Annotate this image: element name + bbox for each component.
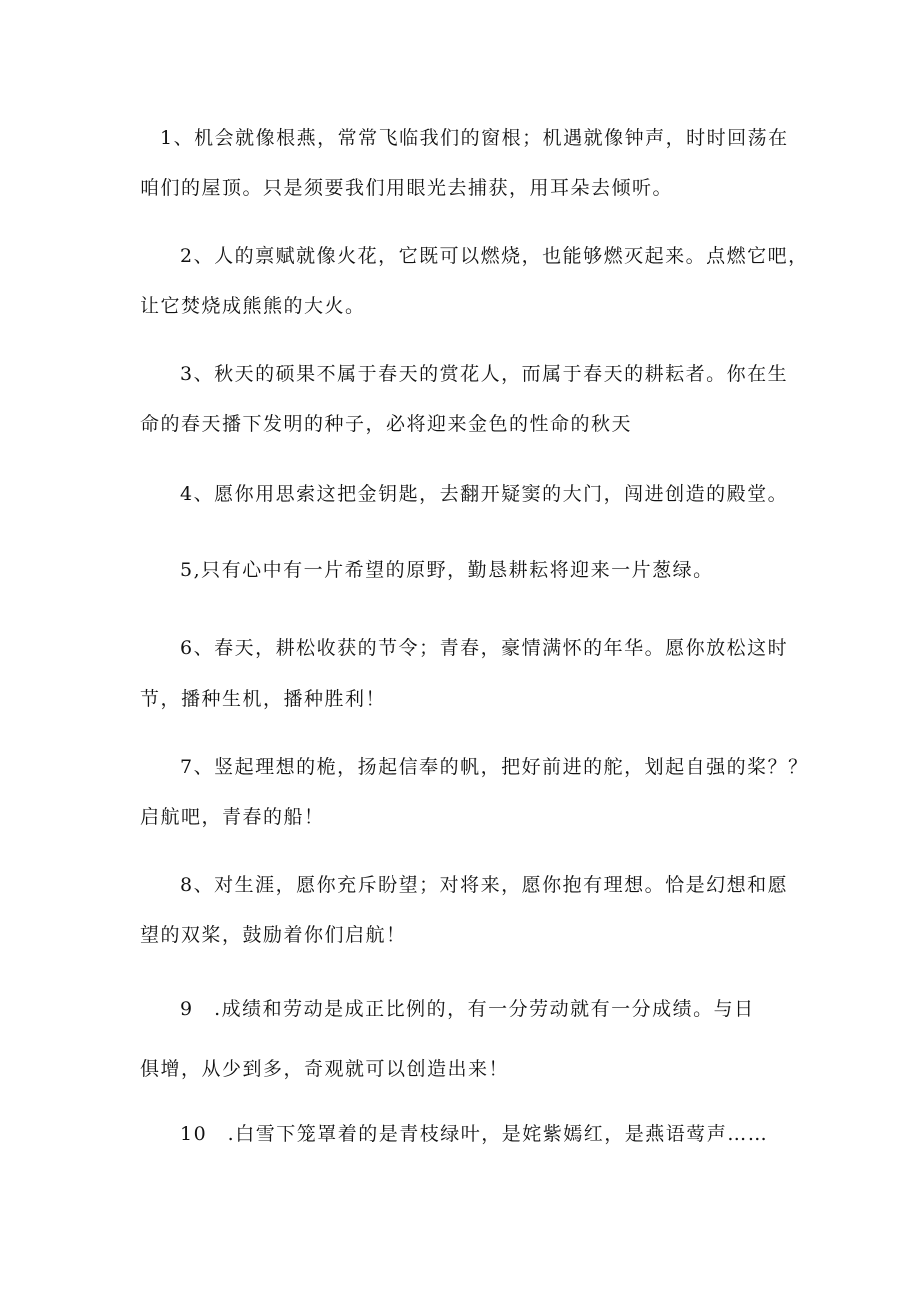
paragraph-6-line-1: 6、春天，耕松收获的节令；青春，豪情满怀的年华。愿你放松这时 (180, 637, 789, 659)
paragraph-9-line-2: 俱增，从少到多，奇观就可以创造出来！ (140, 1058, 510, 1080)
paragraph-2-line-2: 让它焚烧成熊熊的大火。 (140, 295, 366, 317)
paragraph-6-line-2: 节，播种生机，播种胜利！ (140, 688, 387, 710)
paragraph-3-line-1: 3、秋天的硕果不属于春天的赏花人，而属于春天的耕耘者。你在生 (180, 363, 789, 385)
paragraph-8-line-1: 8、对生涯，愿你充斥盼望；对将来，愿你抱有理想。恰是幻想和愿 (180, 874, 789, 896)
paragraph-1-line-2: 咱们的屋顶。只是须要我们用眼光去捕获，用耳朵去倾听。 (140, 177, 674, 199)
paragraph-8-line-2: 望的双桨，鼓励着你们启航！ (140, 924, 407, 946)
paragraph-7-line-2: 启航吧，青春的船！ (140, 806, 325, 828)
paragraph-10-line-1: 10 .白雪下笼罩着的是青枝绿叶，是姹紫嫣红，是燕语莺声…… (180, 1123, 769, 1145)
paragraph-9-line-1: 9 .成绩和劳动是成正比例的，有一分劳动就有一分成绩。与日 (180, 998, 755, 1020)
paragraph-7-line-1: 7、竖起理想的桅，扬起信奉的帆，把好前进的舵，划起自强的桨？？ (180, 756, 809, 778)
paragraph-1-line-1: 1、机会就像根燕，常常飞临我们的窗根；机遇就像钟声，时时回荡在 (160, 127, 789, 149)
paragraph-4-line-1: 4、愿你用思索这把金钥匙，去翻开疑窦的大门，闯进创造的殿堂。 (180, 483, 789, 505)
paragraph-5-line-1: 5,只有心中有一片希望的原野，勤恳耕耘将迎来一片葱绿。 (180, 559, 714, 581)
paragraph-2-line-1: 2、人的禀赋就像火花，它既可以燃烧，也能够燃灭起来。点燃它吧， (180, 245, 809, 267)
paragraph-3-line-2: 命的春天播下发明的种子，必将迎来金色的性命的秋天 (140, 413, 633, 435)
